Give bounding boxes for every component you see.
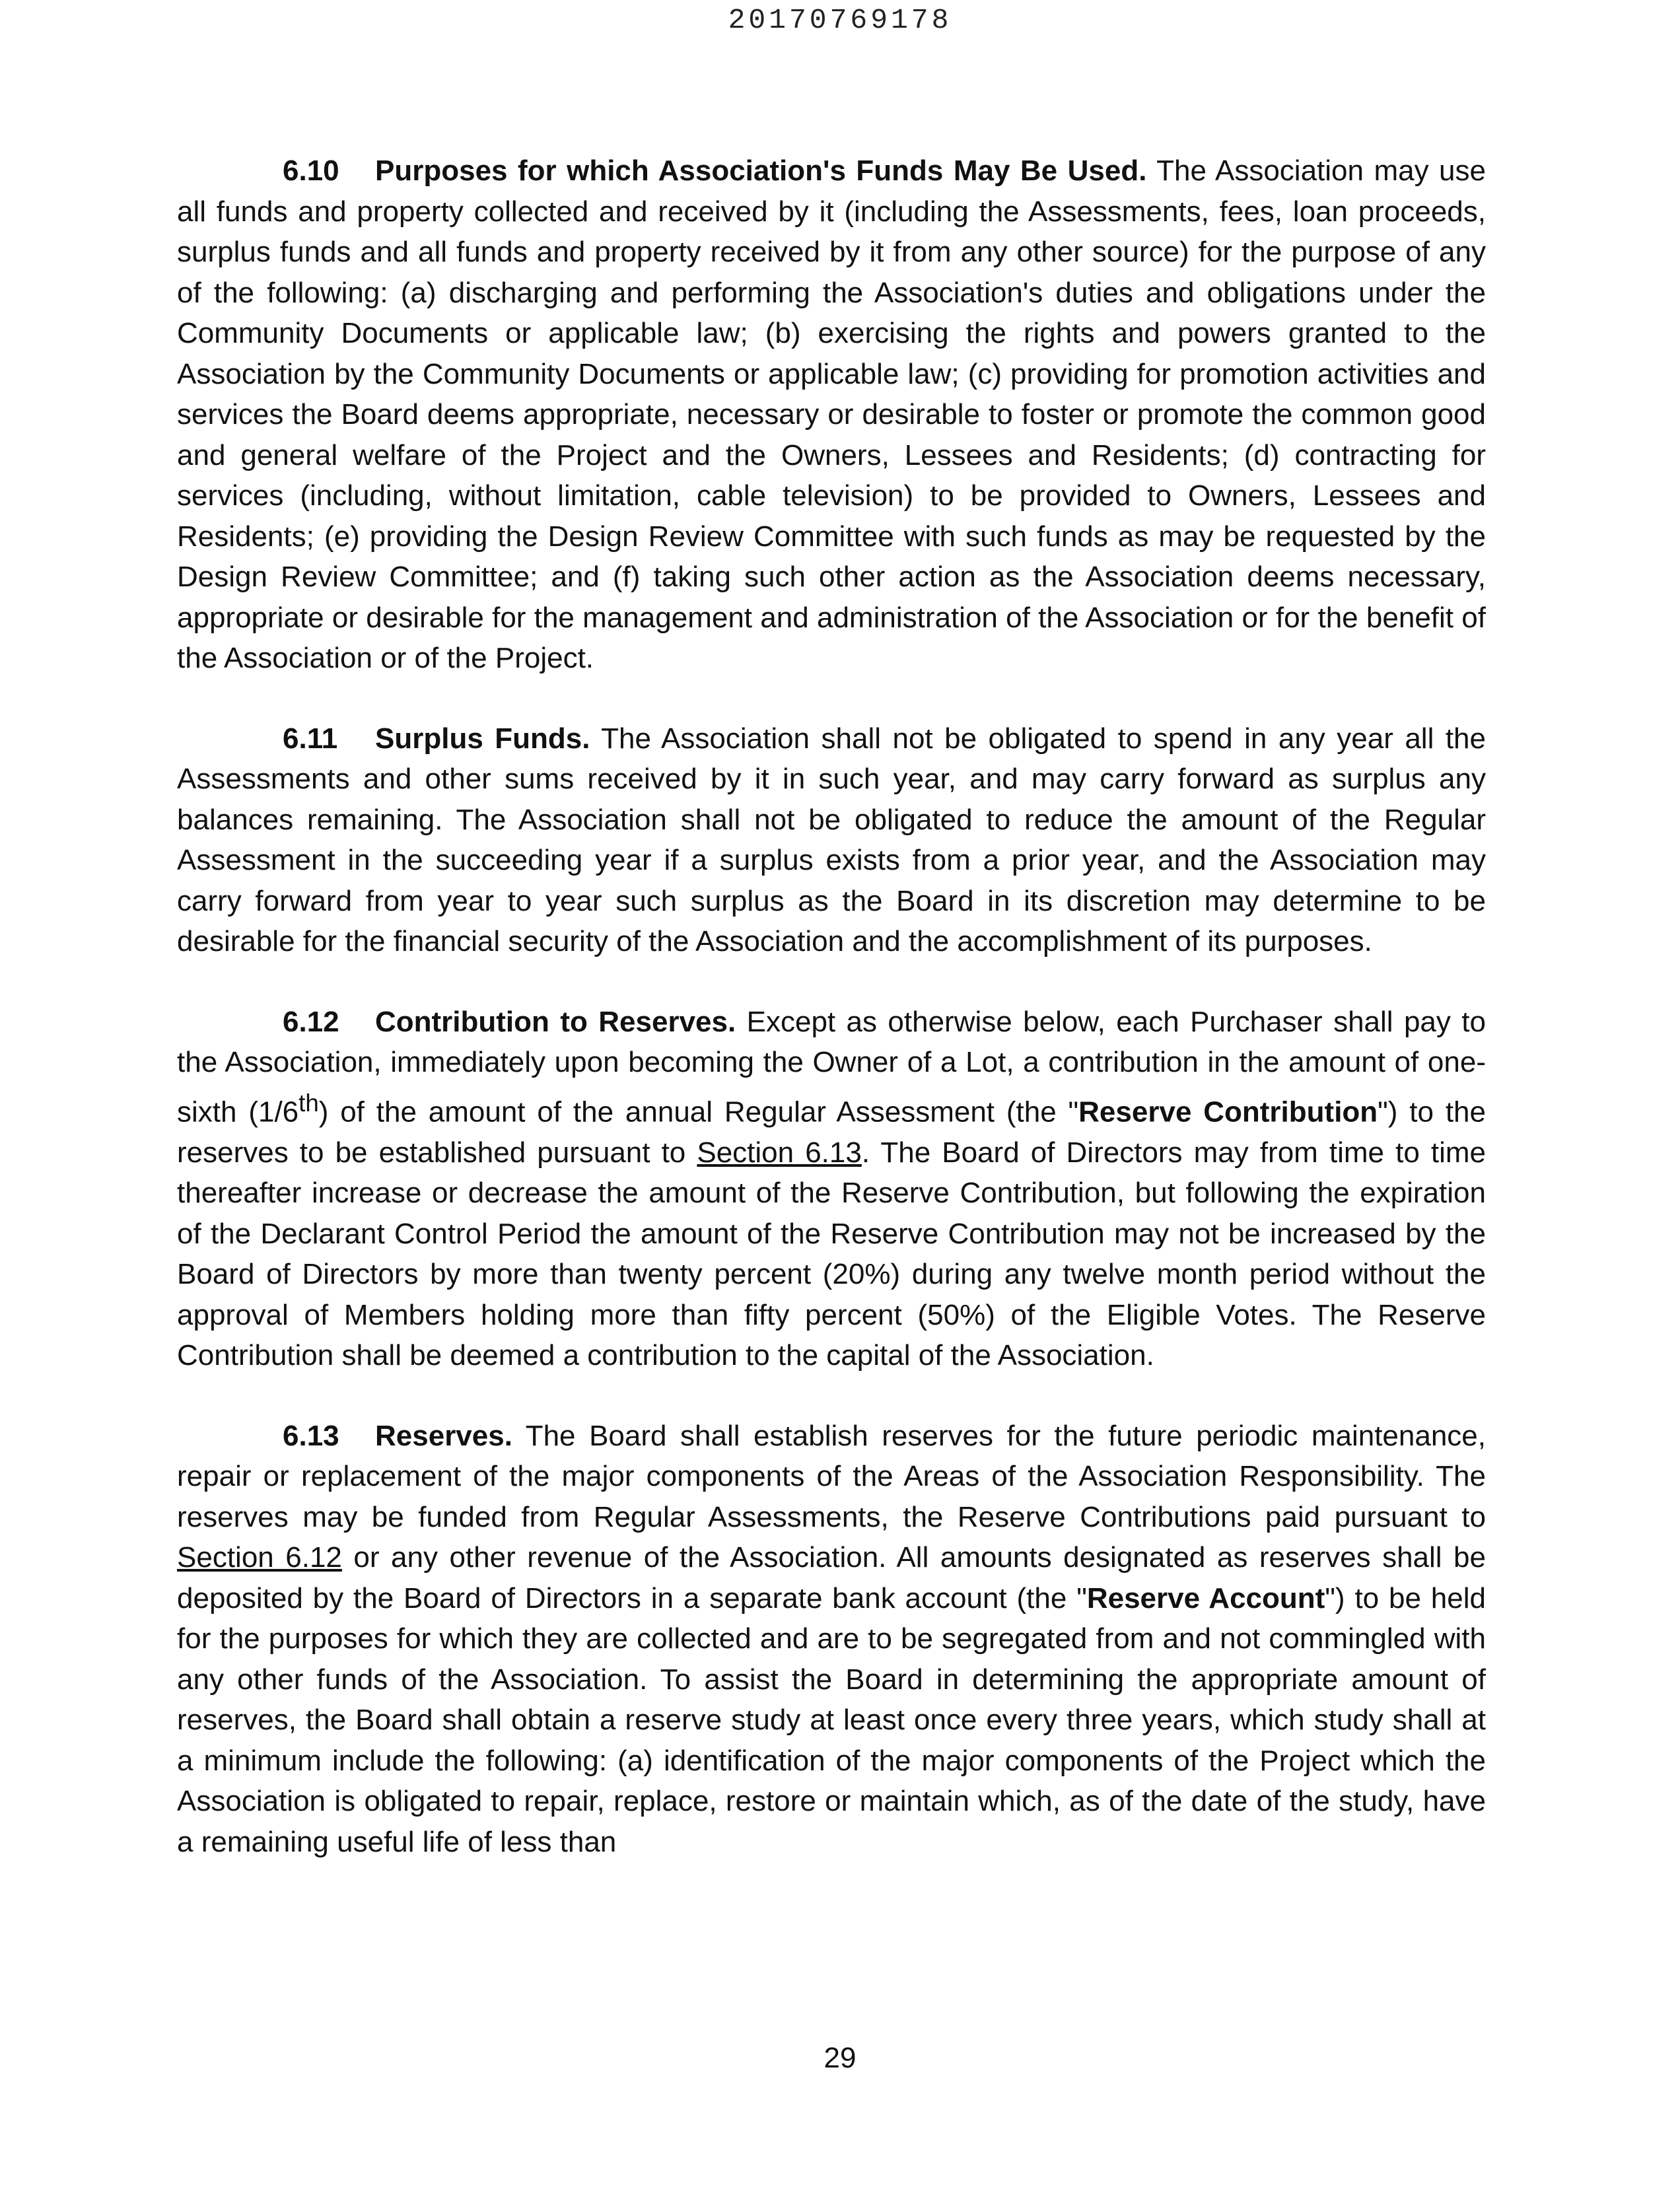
section-text-part-4: . The Board of Directors may from time to time thereafter increase or decrease the amount of the Reserve Contribution, but following the expiration of the Declarant Control Period the amount of the Reserve Contribution may not be increased by the Board of Directors by more than twenty percent (20%) during any twelve month period without the approval of Members holding more than fifty percent (50%) of the Eligible Votes. The Reserve Contribution shall be deemed a contribution to the capital of the Association. — [177, 1136, 1486, 1372]
section-number: 6.11 — [283, 722, 338, 755]
document-number: 20170769178 — [728, 4, 952, 36]
ordinal-superscript: th — [298, 1089, 319, 1117]
section-text-part-3: ") to the reserves to be established pursuant to — [177, 1095, 1486, 1169]
section-title: Purposes for which Association's Funds May Be Used. — [375, 155, 1147, 187]
section-6-13 — [177, 1416, 1486, 1863]
section-6-10 — [177, 151, 1486, 679]
section-number: 6.10 — [283, 155, 339, 187]
defined-term: Reserve Account — [1086, 1581, 1325, 1614]
section-title: Surplus Funds. — [375, 722, 590, 755]
section-6-13-paragraph — [177, 1416, 1486, 1863]
section-text-part-1: Except as otherwise below, each Purchaser shall pay to the Association, immediately upon becoming the Owner of a Lot, a contribution in the amount of one-sixth (1/6 — [177, 1005, 1487, 1128]
section-title: Reserves. — [375, 1419, 512, 1452]
section-text-part-1: The Board shall establish reserves for the future periodic maintenance, repair or replacement of the major components of the Areas of the Association Responsibility. The reserves may be funded from Regular Assessments, the Reserve Contributions paid pursuant to — [177, 1419, 1486, 1533]
section-6-10-paragraph — [177, 151, 1486, 679]
section-cross-reference: Section 6.13 — [697, 1136, 862, 1169]
page-number: 29 — [823, 2042, 857, 2074]
section-number: 6.13 — [283, 1419, 339, 1452]
section-6-12-paragraph — [177, 1002, 1486, 1376]
section-6-12 — [177, 1002, 1486, 1376]
section-cross-reference: Section 6.12 — [177, 1541, 342, 1574]
defined-term: Reserve Contribution — [1078, 1095, 1378, 1128]
section-text: The Association may use all funds and property collected and received by it (including the Assessments, fees, loan proceeds, surplus funds and all funds and property received by it from any other source) for the purpose of any of the following: (a) discharging and performing the Association's duties and obligations under the Community Documents or applicable law; (b) exercising the rights and powers granted to the Association by the Community Documents or applicable law; (c) providing for promotion activities and services the Board deems appropriate, necessary or desirable to foster or promote the common good and general welfare of the Project and the Owners, Lessees and Residents; (d) contracting for services (including, without limitation, cable television) to be provided to Owners, Lessees and Residents; (e) providing the Design Review Committee with such funds as may be requested by the Design Review Committee; and (f) taking such other action as the Association deems necessary, appropriate or desirable for the management and administration of the Association or for the benefit of the Association or of the Project. — [177, 155, 1486, 674]
document-body — [177, 151, 1486, 1902]
section-title: Contribution to Reserves. — [375, 1005, 736, 1038]
section-text: The Association shall not be obligated to spend in any year all the Assessments and other sums received by it in such year, and may carry forward as surplus any balances remaining. The Association shall not be obligated to reduce the amount of the Regular Assessment in the succeeding year if a surplus exists from a prior year, and the Association may carry forward from year to year such surplus as the Board in its discretion may determine to be desirable for the financial security of the Association and the accomplishment of its purposes. — [177, 722, 1486, 957]
section-text-part-2: or any other revenue of the Association. All amounts designated as reserves shall be deposited by the Board of Directors in a separate bank account (the " — [177, 1541, 1486, 1614]
section-text-part-3: ") to be held for the purposes for which they are collected and are to be segregated from and not commingled with any other funds of the Association. To assist the Board in determining the appropriate amount of reserves, the Board shall obtain a reserve study at least once every three years, which study shall at a minimum include the following: (a) identification of the major components of the Project which the Association is obligated to repair, replace, restore or maintain which, as of the date of the study, have a remaining useful life of less than — [177, 1581, 1486, 1858]
section-number: 6.12 — [283, 1005, 339, 1038]
section-text-part-2: ) of the amount of the annual Regular Assessment (the " — [318, 1095, 1079, 1128]
section-6-11 — [177, 718, 1486, 962]
section-6-11-paragraph — [177, 718, 1486, 962]
